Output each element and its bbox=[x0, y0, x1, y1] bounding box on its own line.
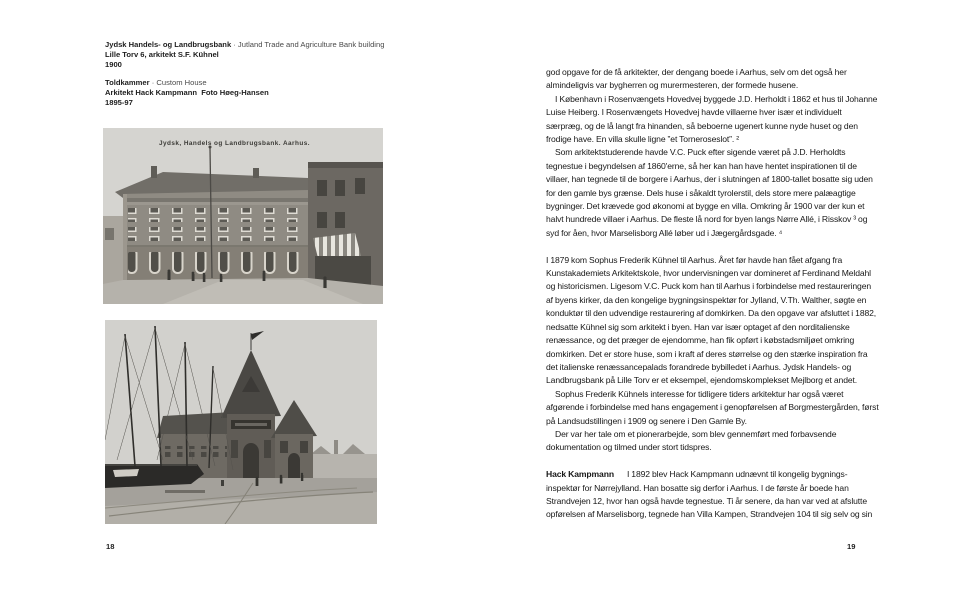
paragraph-puck: Som arkitektstuderende havde V.C. Puck efter sigende været på J.D. Herholdts tegnestue i begyndelsen af 1860'erne, så her kan han have hentet inspirationen til de villaer, han tegnede til de borgere i Aarhus, der i slutningen af 1800-tallet bosatte sig uden for den gamle bys grænse. Dels huse i såkaldt tyrolerstil, dels store mere palæagtige bygninger. Det krævede god økonomi at bygge en villa. Omkring år 1900 var der kun et halvt hundrede villaer i Aarhus. De fleste lå nord for byen langs Nørre Allé, i Risskov ³ og syd for åen, hvor Marselisborg Allé løber ud i Jægergårdsgade. ⁴ bbox=[546, 147, 873, 238]
caption-customhouse-years: 1895-97 bbox=[105, 98, 133, 107]
caption-customhouse-credit: Arkitekt Hack Kampmann Foto Høeg-Hansen bbox=[105, 88, 269, 97]
caption-bank-year: 1900 bbox=[105, 60, 122, 69]
paragraph-koebenhavn: I København i Rosenvængets Hovedvej byggede J.D. Herholdt i 1862 et hus til Johanne Luise Heiberg. I Rosenvængets Hovedvej havde villaerne hver især et individuelt særpræg, og de lå langt fra hinanden, så beboerne ugenert kunne nyde huset og den frodige have. En villa skulle ligne ”et Torneroseslot”. ² bbox=[546, 93, 878, 145]
caption-bank-title-en: · Jutland Trade and Agriculture Bank building bbox=[233, 40, 385, 49]
postcard-caption: Jydsk, Handels og Landbrugsbank. Aarhus. bbox=[159, 140, 310, 147]
paragraph-hack-kampmann-text: I 1892 blev Hack Kampmann udnævnt til kongelig bygnings-inspektør for Nørrejylland. Han bosatte sig derfor i Aarhus. I de første år boede han Strandvejen 12, hvor han også havde tegnestue. Ti år senere, da han var ved at afslutte opførelsen af Marselisborg, tegnede han Villa Kampen, Strandvejen 104 til sig selv og sin bbox=[546, 469, 873, 520]
paragraph-pionerarbejde: Der var her tale om et pionerarbejde, som blev gennemført med forbavsende dokumentation og tilmed under stort tidspres. bbox=[546, 428, 837, 453]
paragraph-hack-kampmann bbox=[546, 468, 880, 522]
section-heading-hack-kampmann: Hack Kampmann bbox=[546, 469, 614, 480]
caption-customhouse-title bbox=[105, 78, 384, 88]
photo-bank-building bbox=[103, 128, 383, 304]
caption-bank-address: Lille Torv 6, arkitekt S.F. Kühnel bbox=[105, 50, 219, 59]
photo-custom-house bbox=[105, 320, 377, 524]
body-text-column bbox=[546, 66, 880, 522]
figure-captions bbox=[105, 40, 384, 108]
caption-customhouse-title-en: · Custom House bbox=[151, 78, 207, 87]
paragraph-borgmestergaarden: Sophus Frederik Kühnels interesse for tidligere tiders arkitektur har også været afgørende i forbindelse med hans engagement i genopførelsen af Borgmestergården, først på Landsudstillingen i 1909 og senere i Den Gamle By. bbox=[546, 388, 879, 426]
paragraph-kuehnel: I 1879 kom Sophus Frederik Kühnel til Aarhus. Året før havde han fået afgang fra Kunstakademiets Arkitektskole, hvor undervisningen var domineret af Ferdinand Meldahl og historicismen. Ligesom V.C. Puck kom han til Aarhus i forbindelse med restaureringen af byens kirker, da den kongelige bygningsinspektør for Jylland, V.Th. Walther, søgte en konduktør til den udvendige restaurering af domkirken. Da den opgave var afsluttet i 1882, nedsatte Kühnel sig som arkitekt i byen. Han var især optaget af den norditalienske renæssance, og det præger de ejendomme, han fik opført i købstadsmiljøet omkring domkirken. Det er store huse, som i kraft af deres størrelse og den stærke inspiration fra det italienske renæssancepalads forandrede bybilledet i Aarhus. Jydsk Handels- og Landbrugsbank på Lille Torv er et eksempel, ejendomskomplekset Mejlborg et andet. bbox=[546, 254, 877, 386]
caption-bank-title-da: Jydsk Handels- og Landbrugsbank bbox=[105, 40, 232, 49]
custom-house-photo-illustration bbox=[105, 320, 377, 524]
page-number-right: 19 bbox=[847, 542, 856, 551]
bank-photo-illustration bbox=[103, 128, 383, 304]
caption-customhouse-title-da: Toldkammer bbox=[105, 78, 150, 87]
paragraph-continuation: god opgave for de få arkitekter, der dengang boede i Aarhus, selv om det også her almindeligvis var bygherren og murermesteren, der formede husene. bbox=[546, 67, 847, 91]
page-number-left: 18 bbox=[106, 542, 115, 551]
caption-bank-title bbox=[105, 40, 384, 50]
